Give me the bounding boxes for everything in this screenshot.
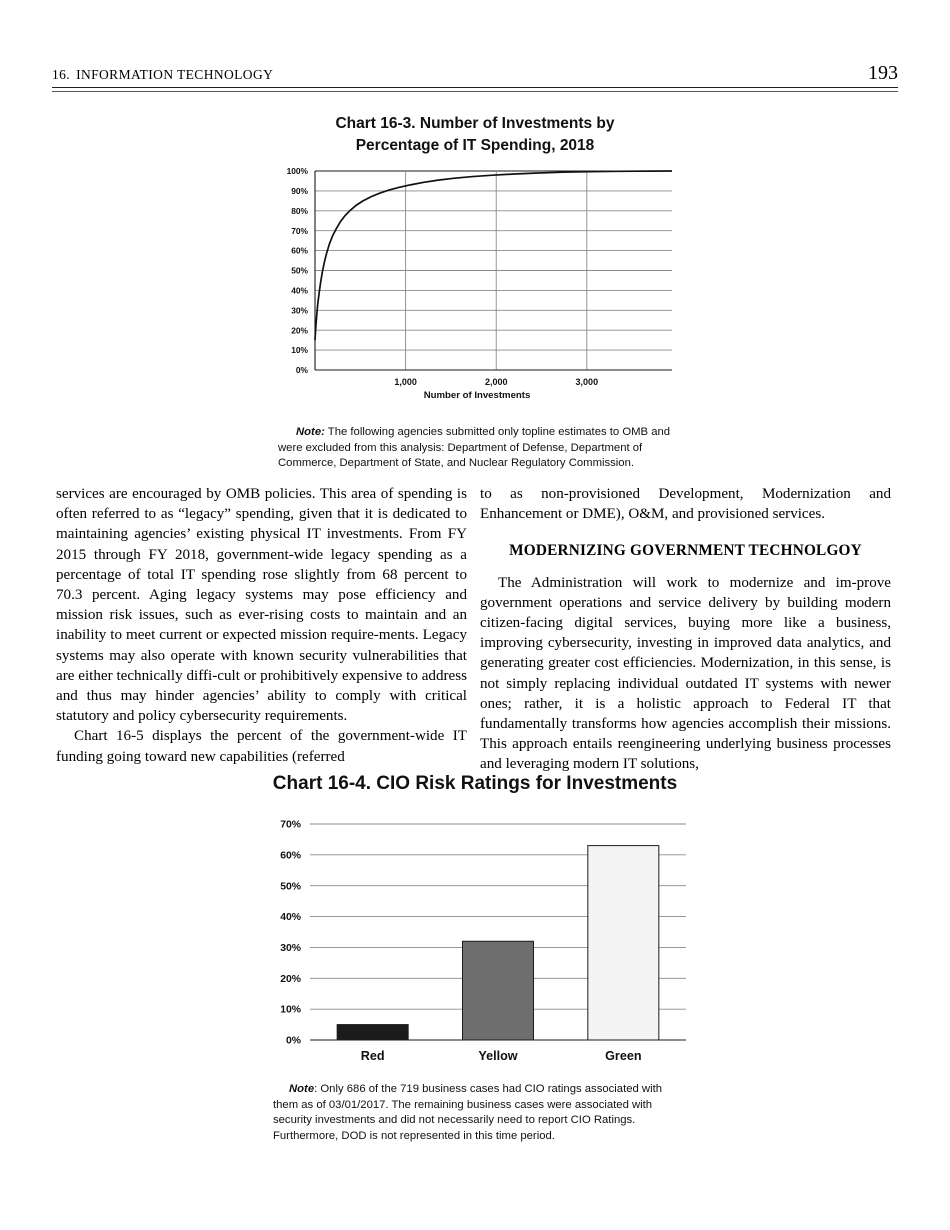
y-tick-label: 0%	[295, 365, 308, 376]
chart-16-4-plot	[258, 812, 703, 1080]
section-heading-modernizing: MODERNIZING GOVERNMENT TECHNOLGOY	[509, 542, 862, 560]
chart-16-3-plot	[262, 160, 692, 410]
bar-red	[337, 1025, 408, 1040]
bar-yellow	[463, 941, 534, 1040]
y-tick-label: 30%	[291, 305, 308, 316]
x-tick-label: 3,000	[575, 377, 599, 387]
chart-16-3-y-axis-tick-labels	[287, 166, 309, 375]
body-column-left	[56, 484, 467, 767]
y-tick-label: 60%	[291, 245, 308, 256]
chart-16-3-x-axis-title: Number of Investments	[423, 390, 531, 401]
x-tick-label: 1,000	[394, 377, 417, 387]
header-divider-rule	[52, 87, 898, 88]
header-chapter-number: 16.	[52, 67, 71, 82]
chart-16-4-category-labels	[361, 1049, 642, 1063]
category-label-red: Red	[360, 1049, 385, 1063]
page-number: 193	[868, 62, 898, 84]
category-label-green: Green	[605, 1049, 642, 1063]
chart-16-4-title: Chart 16-4. CIO Risk Ratings for Investments	[272, 773, 678, 794]
x-tick-label: 2,000	[484, 377, 508, 387]
header-chapter-title	[52, 67, 273, 83]
header-divider-rule-secondary	[52, 91, 898, 92]
y-tick-label: 30%	[280, 943, 301, 955]
y-tick-label: 50%	[280, 881, 301, 893]
y-tick-label: 10%	[280, 1004, 301, 1016]
chart-16-3-note-text: The following agencies submitted only topline estimates to OMB and were excluded from this analysis: Department of Defense, Department of Commerce, Department of State, and Nuclear Regulatory Commission.	[278, 426, 671, 470]
chart-16-3-note	[278, 425, 678, 472]
y-tick-label: 20%	[280, 973, 301, 985]
y-tick-label: 60%	[280, 850, 301, 862]
y-tick-label: 0%	[285, 1035, 301, 1047]
y-tick-label: 70%	[291, 225, 308, 236]
chart-16-3-title-line-1: Chart 16-3. Number of Investments by	[335, 115, 615, 132]
bar-green	[588, 846, 659, 1040]
y-tick-label: 40%	[280, 912, 301, 924]
chart-16-4-note	[273, 1082, 685, 1144]
category-label-yellow: Yellow	[478, 1049, 518, 1063]
chart-16-3-title	[175, 113, 775, 157]
y-tick-label: 40%	[291, 285, 308, 296]
chart-16-3-note-label: Note:	[296, 426, 325, 438]
y-tick-label: 50%	[291, 265, 308, 276]
chart-16-4-svg	[258, 812, 703, 1080]
y-tick-label: 80%	[291, 205, 308, 216]
chart-16-4-note-label: Note	[289, 1083, 315, 1095]
chart-16-4-note-text: : Only 686 of the 719 business cases had CIO ratings associated with them as of 03/01/2017. The remaining business cases were associated with security investments and did not necessarily need to report CIO Ratings. Furthermore, DOD is not represented in this time period.	[273, 1083, 662, 1142]
body-paragraph-left-1: services are encouraged by OMB policies. This area of spending is often referred to as “legacy” spending, given that it is dedicated to maintaining agencies’ existing physical IT investments. From FY 2015 through FY 2018, government-wide legacy spending as a percentage of total IT spending rose slightly from 68 percent to 70.3 percent. Aging legacy systems may pose efficiency and mission risk issues, such as ever-rising costs to maintain and an inability to meet current or expected mission require-ments. Legacy systems may also operate with known security vulnerabilities that are either technically diffi-cult or prohibitively expensive to address and thus may hinder agencies’ ability to comply with critical statutory and policy cybersecurity requirements.	[56, 486, 467, 725]
chart-16-3-title-line-2: Percentage of IT Spending, 2018	[355, 137, 595, 154]
chart-16-4-y-axis-tick-labels	[280, 820, 301, 1047]
y-tick-label: 20%	[291, 325, 308, 336]
y-tick-label: 100%	[286, 166, 308, 177]
page-running-head	[52, 62, 898, 85]
chart-16-3-data-curve	[315, 171, 672, 340]
body-paragraph-right-2: The Administration will work to modernize and im-prove government operations and service delivery by building modern citizen-facing digital services, buying more like a business, improving cybersecurity, investing in improved data analytics, and generating greater cost efficiencies. Modernization, in this sense, is not simply replacing individual outdated IT systems with newer ones; rather, it is a holistic approach to Federal IT that fundamentally transforms how agencies accomplish their missions. This approach entails reengineering underlying business processes and leveraging modern IT solutions,	[480, 574, 891, 773]
body-column-right	[480, 484, 891, 775]
y-tick-label: 70%	[280, 819, 301, 831]
chart-16-4-bars	[337, 846, 659, 1040]
body-paragraph-right-1: to as non-provisioned Development, Modernization and Enhancement or DME), O&M, and provisioned services.	[480, 486, 891, 523]
y-tick-label: 90%	[291, 186, 308, 196]
y-tick-label: 10%	[291, 345, 308, 356]
header-chapter-name: INFORMATION TECHNOLOGY	[76, 67, 274, 82]
chart-16-3-x-axis-tick-labels	[394, 377, 598, 387]
chart-16-3-svg	[262, 160, 692, 410]
body-paragraph-left-2: Chart 16-5 displays the percent of the government-wide IT funding going toward new capabilities (referred	[56, 728, 467, 765]
